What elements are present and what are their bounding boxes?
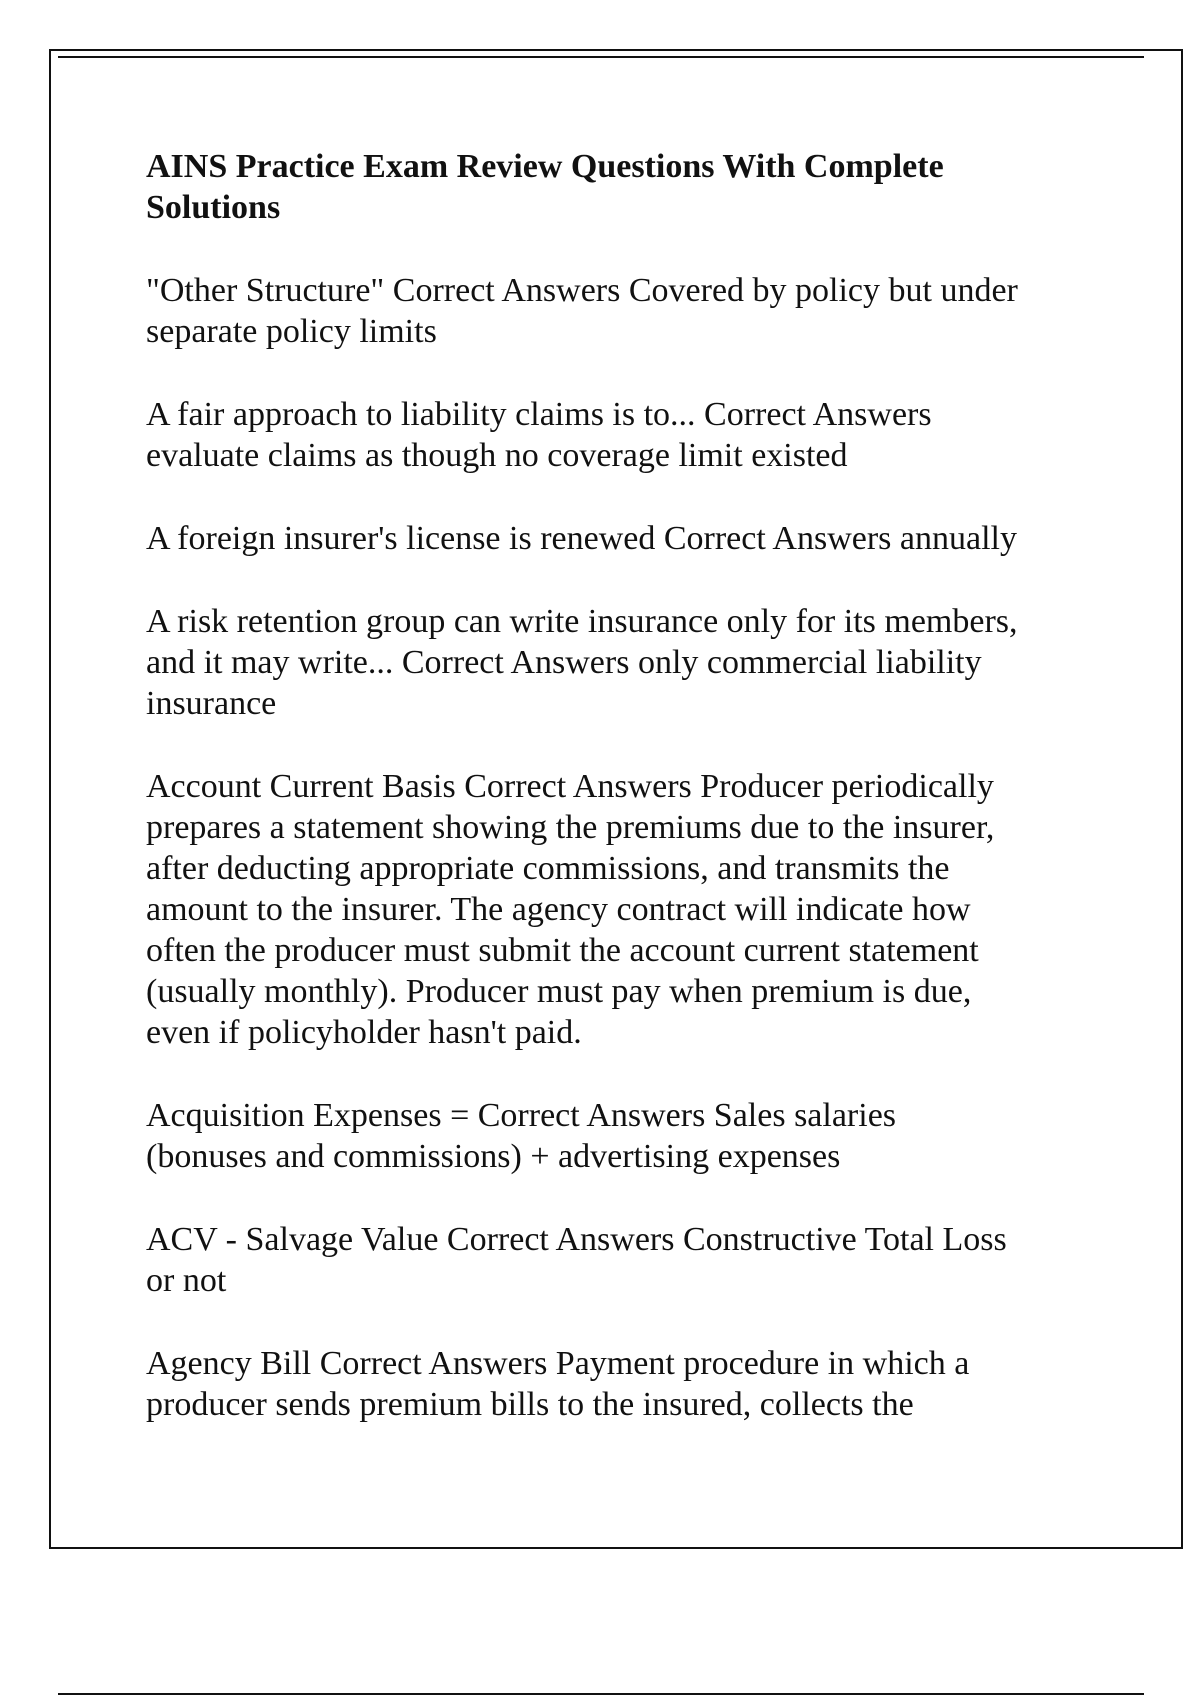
qa-entry: A risk retention group can write insurance only for its members, and it may write... Correct Answers only commercial liability insurance: [146, 603, 1018, 722]
qa-entry: "Other Structure" Correct Answers Covered by policy but under separate policy limits: [146, 272, 1018, 350]
top-rule: [58, 56, 1144, 58]
qa-entry: A fair approach to liability claims is to... Correct Answers evaluate claims as though no coverage limit existed: [146, 396, 932, 474]
document-body: [146, 146, 1106, 1467]
qa-entry: ACV - Salvage Value Correct Answers Constructive Total Loss or not: [146, 1221, 1007, 1299]
qa-entry: Account Current Basis Correct Answers Producer periodically prepares a statement showing the premiums due to the insurer, after deducting appropriate commissions, and transmits the amount to the insurer. The agency contract will indicate how often the producer must submit the account current statement (usually monthly). Producer must pay when premium is due, even if policyholder hasn't paid.: [146, 768, 995, 1051]
document-title: AINS Practice Exam Review Questions With Complete Solutions: [146, 148, 944, 226]
qa-entry: Agency Bill Correct Answers Payment procedure in which a producer sends premium bills to the insured, collects the: [146, 1345, 970, 1423]
qa-entry: A foreign insurer's license is renewed Correct Answers annually: [146, 520, 1017, 557]
qa-entry: Acquisition Expenses = Correct Answers Sales salaries (bonuses and commissions) + advertising expenses: [146, 1097, 897, 1175]
bottom-rule: [58, 1693, 1144, 1695]
